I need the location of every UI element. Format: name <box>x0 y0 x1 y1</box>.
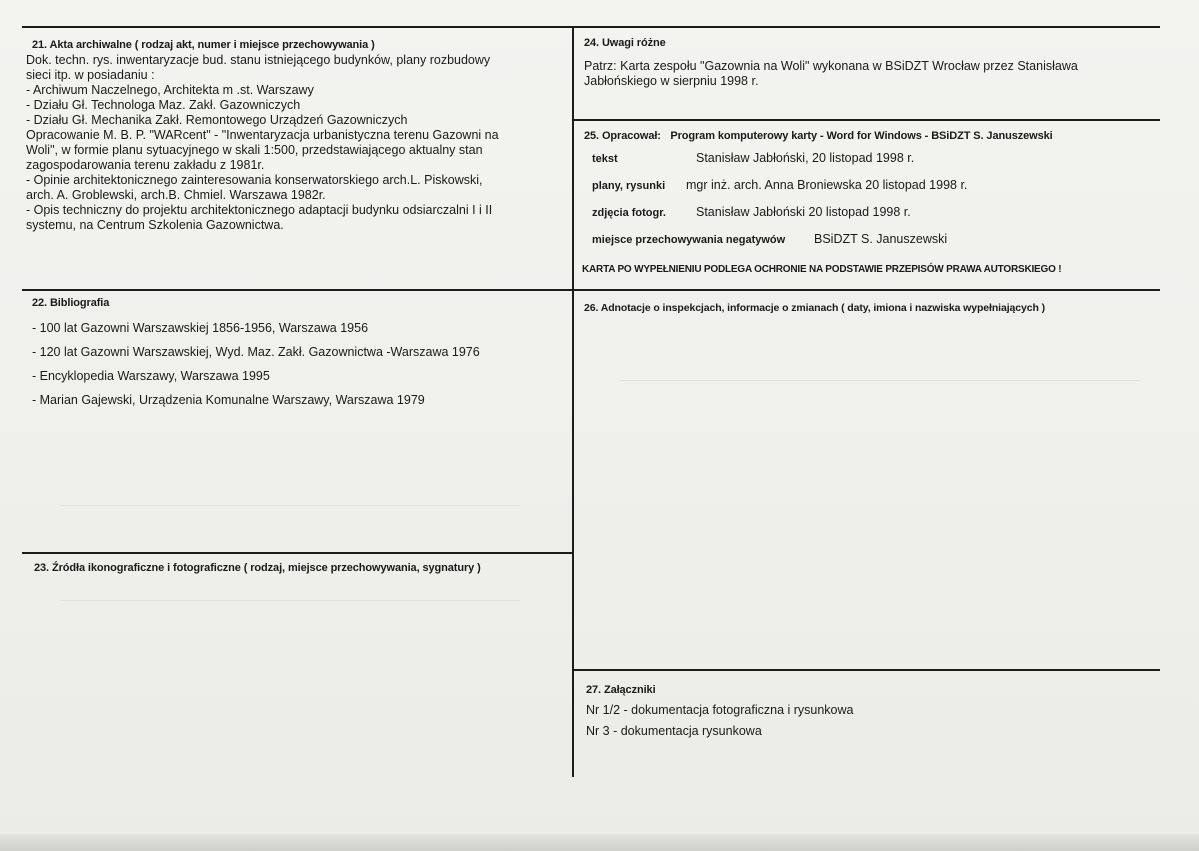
attachment-item: Nr 3 - dokumentacja rysunkowa <box>586 724 762 738</box>
section-24-line: Jabłońskiego w sierpniu 1998 r. <box>584 74 759 88</box>
plany-row <box>592 178 1157 201</box>
tekst-value: Stanisław Jabłoński, 20 listopad 1998 r. <box>696 151 915 165</box>
bibliography-item: - Encyklopedia Warszawy, Warszawa 1995 <box>32 369 270 383</box>
section-24-heading: 24. Uwagi różne <box>584 37 666 49</box>
zdjecia-value: Stanisław Jabłoński 20 listopad 1998 r. <box>696 205 911 219</box>
show-through-line <box>620 380 1140 381</box>
section-21-line: Woli", w formie planu sytuacyjnego w skali 1:500, przedstawiającego aktualny stan <box>26 143 483 157</box>
section-21-archival-records <box>26 38 558 233</box>
bibliography-item: - Marian Gajewski, Urządzenia Komunalne Warszawy, Warszawa 1979 <box>32 393 425 407</box>
zdjecia-row <box>592 205 1157 228</box>
section-27-heading: 27. Załączniki <box>586 684 656 696</box>
tekst-label: tekst <box>592 153 618 165</box>
left-rule-21-22 <box>22 289 573 291</box>
section-21-line: Opracowanie M. B. P. "WARcent" - "Inwentaryzacja urbanistyczna terenu Gazowni na <box>26 128 499 142</box>
center-divider-rule <box>572 27 574 777</box>
plany-label: plany, rysunki <box>592 180 666 192</box>
section-23-heading: 23. Źródła ikonograficzne i fotograficzne ( rodzaj, miejsce przechowywania, sygnatury ) <box>34 562 481 574</box>
section-21-line: - Działu Gł. Mechanika Zakł. Remontowego Urządzeń Gazowniczych <box>26 113 408 127</box>
section-21-line: - Archiwum Naczelnego, Architekta m .st. Warszawy <box>26 83 314 97</box>
zdjecia-label: zdjęcia fotogr. <box>592 207 666 219</box>
section-22-heading: 22. Bibliografia <box>32 297 110 309</box>
right-rule-25-26 <box>573 289 1160 291</box>
section-23-iconographic-sources <box>34 561 564 576</box>
section-26-heading: 26. Adnotacje o inspekcjach, informacje o zmianach ( daty, imiona i nazwiska wypełniających ) <box>584 302 1046 314</box>
section-25-heading-program: Program komputerowy karty - Word for Windows - BSiDZT S. Januszewski <box>670 130 1053 142</box>
negatywy-label: miejsce przechowywania negatywów <box>592 234 786 246</box>
section-21-heading: 21. Akta archiwalne ( rodzaj akt, numer i miejsce przechowywania ) <box>32 39 375 51</box>
section-21-line: sieci itp. w posiadaniu : <box>26 68 155 82</box>
show-through-line <box>60 600 520 601</box>
attachment-item: Nr 1/2 - dokumentacja fotograficzna i rysunkowa <box>586 703 854 717</box>
negatywy-value: BSiDZT S. Januszewski <box>814 232 948 246</box>
section-24-line: Patrz: Karta zespołu "Gazownia na Woli" wykonana w BSiDZT Wrocław przez Stanisława <box>584 59 1078 73</box>
plany-value: mgr inż. arch. Anna Broniewska 20 listopad 1998 r. <box>686 178 968 192</box>
show-through-line <box>60 505 520 506</box>
right-rule-26-27 <box>573 669 1160 671</box>
section-25-heading <box>582 128 1157 144</box>
tekst-row <box>592 151 1157 174</box>
section-24-remarks <box>584 36 1150 89</box>
section-21-line: zagospodarowania terenu zakładu z 1981r. <box>26 158 265 172</box>
negatywy-row <box>592 232 1157 255</box>
section-21-line: - Opinie architektonicznego zainteresowania konserwatorskiego arch.L. Piskowski, <box>26 173 483 187</box>
section-27-attachments <box>586 683 1146 739</box>
section-21-line: - Działu Gł. Technologa Maz. Zakł. Gazowniczych <box>26 98 301 112</box>
bibliography-item: - 100 lat Gazowni Warszawskiej 1856-1956, Warszawa 1956 <box>32 321 369 335</box>
left-rule-22-23 <box>22 552 573 554</box>
section-21-line: Dok. techn. rys. inwentaryzacje bud. stanu istniejącego budynków, plany rozbudowy <box>26 53 491 67</box>
copyright-notice: KARTA PO WYPEŁNIENIU PODLEGA OCHRONIE NA PODSTAWIE PRZEPISÓW PRAWA AUTORSKIEGO ! <box>582 264 1062 275</box>
section-21-line: - Opis techniczny do projektu architektonicznego adaptacji budynku odsiarczalni I i II <box>26 203 493 217</box>
scan-bottom-edge <box>0 834 1199 851</box>
top-border-rule <box>22 26 1160 28</box>
section-26-inspection-notes <box>584 301 1154 316</box>
right-rule-24-25 <box>573 119 1160 121</box>
section-25-prepared-by <box>582 128 1157 277</box>
section-22-bibliography <box>32 296 562 408</box>
section-25-heading-prefix: 25. Opracował: <box>584 130 661 142</box>
bibliography-item: - 120 lat Gazowni Warszawskiej, Wyd. Maz. Zakł. Gazownictwa -Warszawa 1976 <box>32 345 480 359</box>
section-21-line: arch. A. Groblewski, arch.B. Chmiel. Warszawa 1982r. <box>26 188 326 202</box>
section-21-line: systemu, na Centrum Szkolenia Gazownictwa. <box>26 218 284 232</box>
